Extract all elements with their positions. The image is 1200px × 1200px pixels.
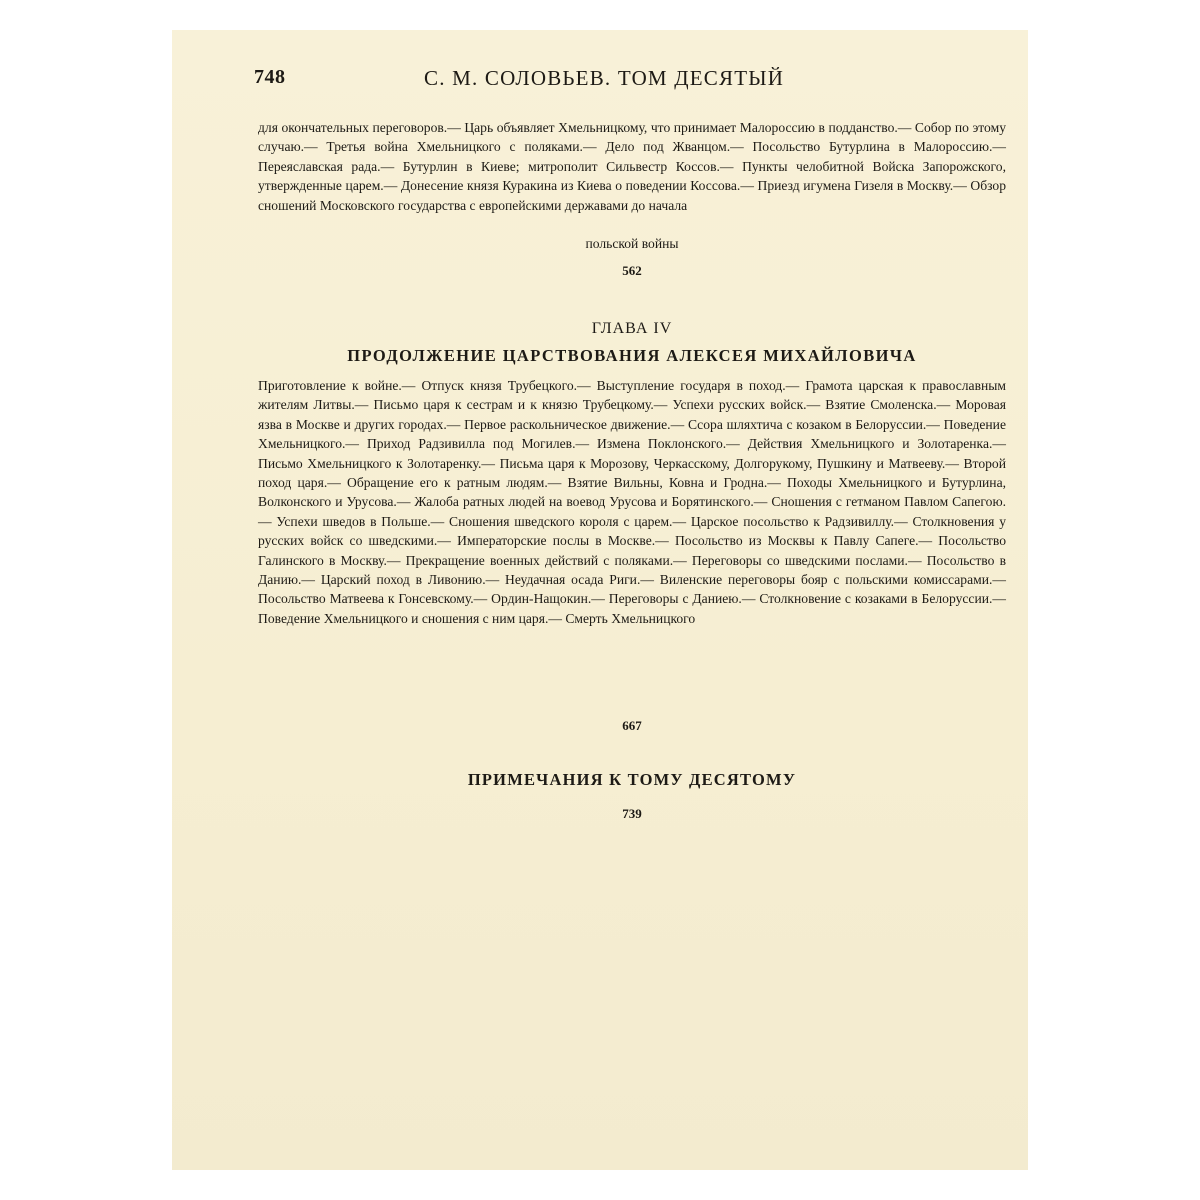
notes-title: ПРИМЕЧАНИЯ К ТОМУ ДЕСЯТОМУ bbox=[467, 770, 797, 789]
chapter3-contents-tail: польской войны bbox=[585, 236, 679, 251]
chapter3-contents-text: для окончательных переговоров.— Царь объявляет Хмельницкому, что принимает Малороссию в подданство.— Собор по этому случаю.— Третья война Хмельницкого с поляками.— Дело под Жванцом.— Посольство Бутурлина в Малороссию.— Переяславская рада.— Бутурлин в Киеве; митрополит Сильвестр Коссов.— Пункты челобитной Войска Запорожского, утвержденные царем.— Донесение князя Куракина из Киева о поведении Коссова.— Приезд игумена Гизеля в Москву.— Обзор сношений Московского государства с европейскими державами до начала bbox=[258, 120, 1006, 213]
page-header bbox=[254, 66, 1004, 96]
chapter4-label: ГЛАВА IV bbox=[591, 320, 673, 337]
book-page bbox=[172, 30, 1028, 1170]
running-title: С. М. СОЛОВЬЕВ. ТОМ ДЕСЯТЫЙ bbox=[424, 66, 785, 90]
notes-page-number: 739 bbox=[622, 806, 642, 821]
page-number: 748 bbox=[254, 66, 286, 88]
chapter4-title: ПРОДОЛЖЕНИЕ ЦАРСТВОВАНИЯ АЛЕКСЕЯ МИХАЙЛОВИЧА bbox=[347, 346, 917, 365]
chapter4-contents-text: Приготовление к войне.— Отпуск князя Трубецкого.— Выступление государя в поход.— Грамота царская к православным жителям Литвы.— Письмо царя к сестрам и к князю Трубецкому.— Успехи русских войск.— Взятие Смоленска.— Моровая язва в Москве и других городах.— Первое раскольническое движение.— Ссора шляхтича с козаком в Белоруссии.— Поведение Хмельницкого.— Приход Радзивилла под Могилев.— Измена Поклонского.— Действия Хмельницкого и Золотаренка.— Письмо Хмельницкого к Золотаренку.— Письма царя к Морозову, Черкасскому, Долгорукому, Пушкину и Матвееву.— Второй поход царя.— Обращение его к ратным людям.— Взятие Вильны, Ковна и Гродна.— Походы Хмельницкого и Бутурлина, Волконского и Урусова.— Жалоба ратных людей на воевод Урусова и Борятинского.— Сношения с гетманом Павлом Сапегою.— Успехи шведов в Польше.— Сношения шведского короля с царем.— Царское посольство к Радзивиллу.— Столкновения у русских войск со шведскими.— Императорские послы в Москве.— Посольство из Москвы к Павлу Сапеге.— Посольство Галинского в Москву.— Прекращение военных действий с поляками.— Переговоры со шведскими послами.— Посольство в Данию.— Царский поход в Ливонию.— Неудачная осада Риги.— Виленские переговоры бояр с польскими комиссарами.— Посольство Матвеева к Гонсевскому.— Ордин-Нащокин.— Переговоры с Даниею.— Столкновение с козаками в Белоруссии.— Поведение Хмельницкого и сношения с ним царя.— Смерть Хмельницкого bbox=[258, 378, 1006, 626]
chapter4-page-number: 667 bbox=[622, 718, 642, 733]
chapter3-page-number: 562 bbox=[622, 263, 642, 278]
